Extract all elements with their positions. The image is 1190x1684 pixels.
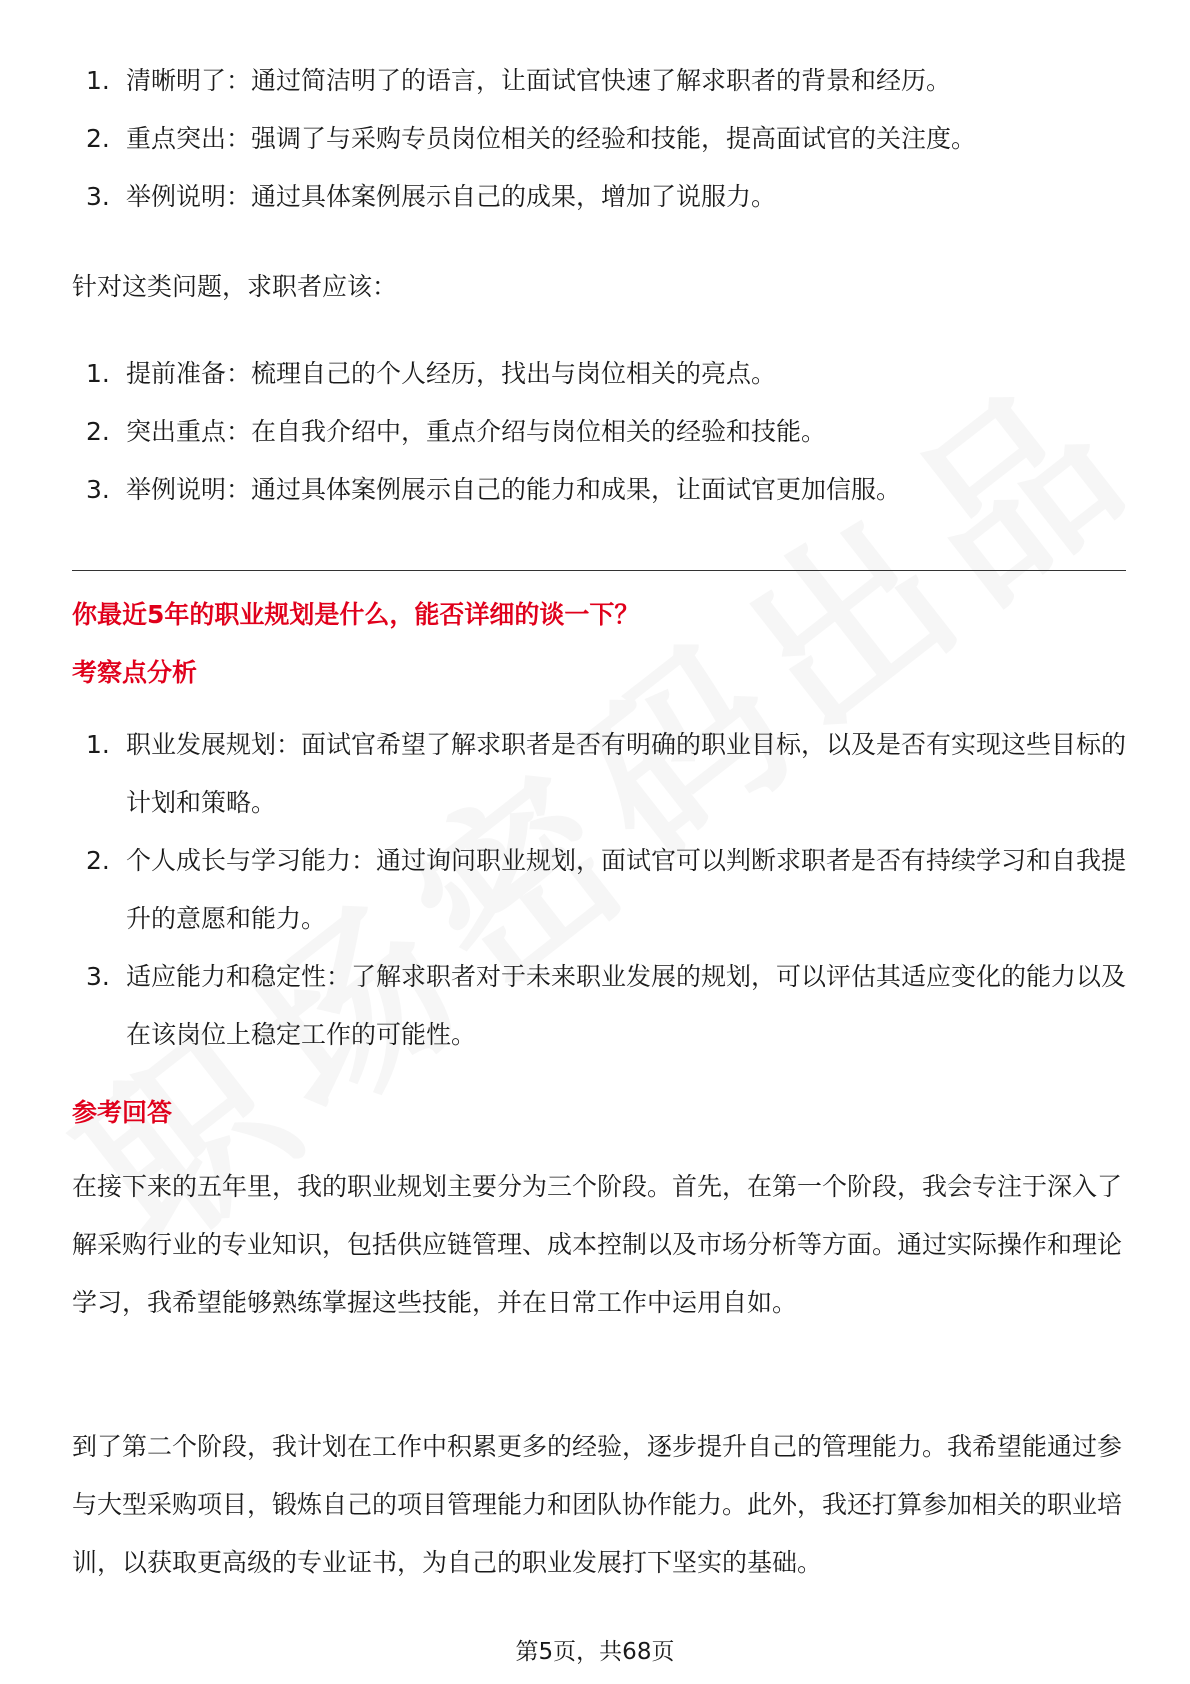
list-item (80, 948, 1130, 1064)
list-text: 突出重点：在自我介绍中，重点介绍与岗位相关的经验和技能。 (126, 417, 827, 446)
list-text: 举例说明：通过具体案例展示自己的能力和成果，让面试官更加信服。 (126, 475, 902, 504)
list-item (80, 461, 1130, 519)
list-number: 1. (86, 730, 110, 759)
list-text: 重点突出：强调了与采购专员岗位相关的经验和技能，提高面试官的关注度。 (126, 124, 977, 153)
list-text: 清晰明了：通过简洁明了的语言，让面试官快速了解求职者的背景和经历。 (126, 66, 952, 95)
list-item (80, 403, 1130, 461)
list-number: 3. (86, 962, 110, 991)
question-title: 你最近5年的职业规划是什么，能否详细的谈一下？ (72, 600, 640, 629)
list-number: 1. (86, 359, 110, 388)
answer-paragraph-2: 到了第二个阶段，我计划在工作中积累更多的经验，逐步提升自己的管理能力。我希望能通过参与大型采购项目，锻炼自己的项目管理能力和团队协作能力。此外，我还打算参加相关的职业培训，以获取更高级的专业证书，为自己的职业发展打下坚实的基础。 (72, 1432, 1123, 1577)
list-text: 举例说明：通过具体案例展示自己的成果，增加了说服力。 (126, 182, 777, 211)
list-item (80, 52, 1130, 110)
analysis-heading: 考察点分析 (72, 658, 198, 687)
list-item (80, 110, 1130, 168)
list-item (80, 345, 1130, 403)
list-number: 1. (86, 66, 110, 95)
list-number: 2. (86, 846, 110, 875)
list-number: 2. (86, 124, 110, 153)
list-number: 3. (86, 475, 110, 504)
list-item (80, 716, 1130, 832)
page-number: 第5页，共68页 (515, 1639, 675, 1665)
answer-heading: 参考回答 (72, 1098, 173, 1127)
list-text: 适应能力和稳定性：了解求职者对于未来职业发展的规划，可以评估其适应变化的能力以及在该岗位上稳定工作的可能性。 (126, 962, 1127, 1049)
intro-paragraph: 针对这类问题，求职者应该： (72, 272, 398, 301)
list-text: 职业发展规划：面试官希望了解求职者是否有明确的职业目标，以及是否有实现这些目标的计划和策略。 (126, 730, 1127, 817)
answer-paragraph-1: 在接下来的五年里，我的职业规划主要分为三个阶段。首先，在第一个阶段，我会专注于深入了解采购行业的专业知识，包括供应链管理、成本控制以及市场分析等方面。通过实际操作和理论学习，我希望能够熟练掌握这些技能，并在日常工作中运用自如。 (72, 1172, 1123, 1317)
list-item (80, 168, 1130, 226)
advice-list (80, 345, 1130, 519)
analysis-list (80, 716, 1130, 1064)
list-text: 提前准备：梳理自己的个人经历，找出与岗位相关的亮点。 (126, 359, 777, 388)
summary-list (80, 52, 1130, 226)
list-item (80, 832, 1130, 948)
list-number: 2. (86, 417, 110, 446)
section-divider (72, 570, 1126, 571)
list-number: 3. (86, 182, 110, 211)
list-text: 个人成长与学习能力：通过询问职业规划，面试官可以判断求职者是否有持续学习和自我提升的意愿和能力。 (126, 846, 1127, 933)
